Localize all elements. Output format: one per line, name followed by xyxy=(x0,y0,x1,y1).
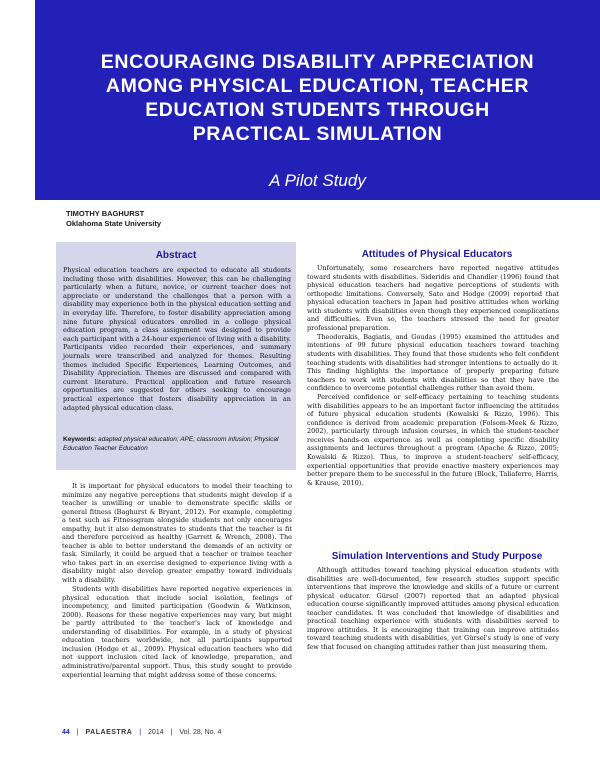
body-paragraph: Students with disabilities have reported negative experiences in physical education that include social isolation, feelings of incompetency, and limited participation (Goodwin & Watkinson, 2000). Reasons for these negative experiences may vary, but might be partly attributed to the teacher's lack of knowledge and understanding of disabilities. For example, in a study of physical education teachers worldwide, not all participants supported inclusion (Hodge et al., 2009). Physical education teachers who did not support inclusion cited lack of knowledge, preparation, and administrative/parental support. Thus, this study sought to provide experiential learning that might address some of these concerns. xyxy=(62,585,292,679)
right-column-section1 xyxy=(307,264,559,487)
title-line: ENCOURAGING DISABILITY APPRECIATION xyxy=(100,51,535,73)
abstract-heading: Abstract xyxy=(155,250,197,261)
article-title xyxy=(35,50,600,146)
author-name: TIMOTHY BAGHURST xyxy=(66,209,145,218)
journal-name: PALAESTRA xyxy=(85,729,133,736)
author-affiliation: Oklahoma State University xyxy=(66,219,162,228)
title-line: AMONG PHYSICAL EDUCATION, TEACHER xyxy=(105,75,530,97)
body-paragraph: Although attitudes toward teaching physical education students with disabilities are well-documented, few research studies support specific interventions that improve the knowledge and skills of a future or current physical educator. Gürsel (2007) reported that an adapted physical education course significantly improved attitudes among physical education teacher candidates. It was concluded that knowledge of disabilities and practical teaching experience with students with disabilities served to improve attitudes. It is encouraging that training can improve attitudes toward teaching students with disabilities, yet Gürsel's study is one of very few that focused on changing attitudes rather than just measuring them. xyxy=(307,566,559,651)
footer-separator: | xyxy=(76,729,79,736)
section-heading-simulation: Simulation Interventions and Study Purpose xyxy=(331,551,543,562)
body-paragraph: Unfortunately, some researchers have reported negative attitudes toward students with disabilities. Sideridis and Chandler (1996) found that physical education teachers had negative perceptions of students with orthopedic limitations. Conversely, Sato and Hodge (2009) reported that physical education teachers in Japan had positive attitudes when working with students with disabilities even though they experienced complications and difficulties. Even so, the teachers stressed the need for greater professional preparation. xyxy=(307,264,559,332)
article-subtitle: A Pilot Study xyxy=(269,171,366,190)
keywords-list: adapted physical education; APE; classroom infusion; Physical Education Teacher Education xyxy=(63,436,279,452)
keywords xyxy=(63,436,291,453)
body-paragraph: It is important for physical educators to model their teaching to minimize any negative perceptions that students might develop if a teacher is unwilling or unable to demonstrate specific skills or general fitness (Baghurst & Bryant, 2012). For example, completing a test such as Fitnessgram alongside students not only encourages empathy, but it also demonstrates to students that the teacher is fit and therefore perceived as healthy (Garrett & Wrench, 2008). The teacher is able to better understand the demands of an activity or task. Similarly, it could be argued that a teacher or trainee teacher who takes part in an exercise designed to experience living with a disability might also develop greater empathy toward individuals with a disability. xyxy=(62,482,292,585)
author-block xyxy=(66,209,161,229)
volume-issue: Vol. 28, No. 4 xyxy=(179,729,222,736)
page-footer xyxy=(62,729,221,736)
keywords-label: Keywords: xyxy=(63,436,97,443)
title-line: PRACTICAL SIMULATION xyxy=(192,123,443,145)
footer-separator: | xyxy=(170,729,173,736)
page-number: 44 xyxy=(62,729,70,736)
body-paragraph: Theodorakis, Bagiatis, and Goudas (1995) examined the attitudes and intentions of 99 future physical education teachers toward teaching students with disabilities. They found that those students who felt confident teaching students with disabilities had stronger intentions to actually do it. This finding highlights the importance of properly preparing future teachers to work with students with disabilities so that they have the confidence to overcome potential challenges rather than avoid them. xyxy=(307,332,559,393)
title-line: EDUCATION STUDENTS THROUGH xyxy=(145,99,490,121)
body-paragraph: Perceived confidence or self-efficacy pertaining to teaching students with disabilities appears to be an important factor influencing the attitudes of future physical education students (Kowalski & Rizzo, 1996). This confidence is derived from academic preparation (Folsom-Meek & Rizzo, 2002), particularly through infusion courses, in which the student-teacher receives hands-on experience as well as completing specific disability assignments and lectures throughout a program (Apache & Rizzo, 2005; Kowalski & Rizzo). Thus, to improve a student-teachers' self-efficacy, experiential opportunities that provide enactive mastery experiences may better prepare them to be successful in the future (Block, Taliaferro, Harris, & Krause, 2010). xyxy=(307,393,559,487)
publication-year: 2014 xyxy=(148,729,164,736)
section-heading-attitudes: Attitudes of Physical Educators xyxy=(361,249,513,260)
left-column xyxy=(62,482,292,679)
abstract-text: Physical education teachers are expected to educate all students including those with disabilities. However, this can be challenging particularly when a future, novice, or current teacher does not appreciate or understand the challenges that a person with a disability may experience both in the physical education setting and in everyday life. Therefore, to foster disability appreciation among nine future physical educators enrolled in a college physical education program, a class assignment was designed to provide each participant with a 24-hour experience of living with a disability. Participants video recorded their experiences, and summary journals were transcribed and analyzed for themes. Resulting themes included Specific Experiences, Learning Outcomes, and Disability Appreciation. Themes are discussed and compared with current literature. Practical application and future research opportunities are suggested for others seeking to encourage practical experience that fosters disability appreciation in an adapted physical education class. xyxy=(63,266,291,412)
right-column-section2 xyxy=(307,566,559,651)
footer-separator: | xyxy=(139,729,142,736)
